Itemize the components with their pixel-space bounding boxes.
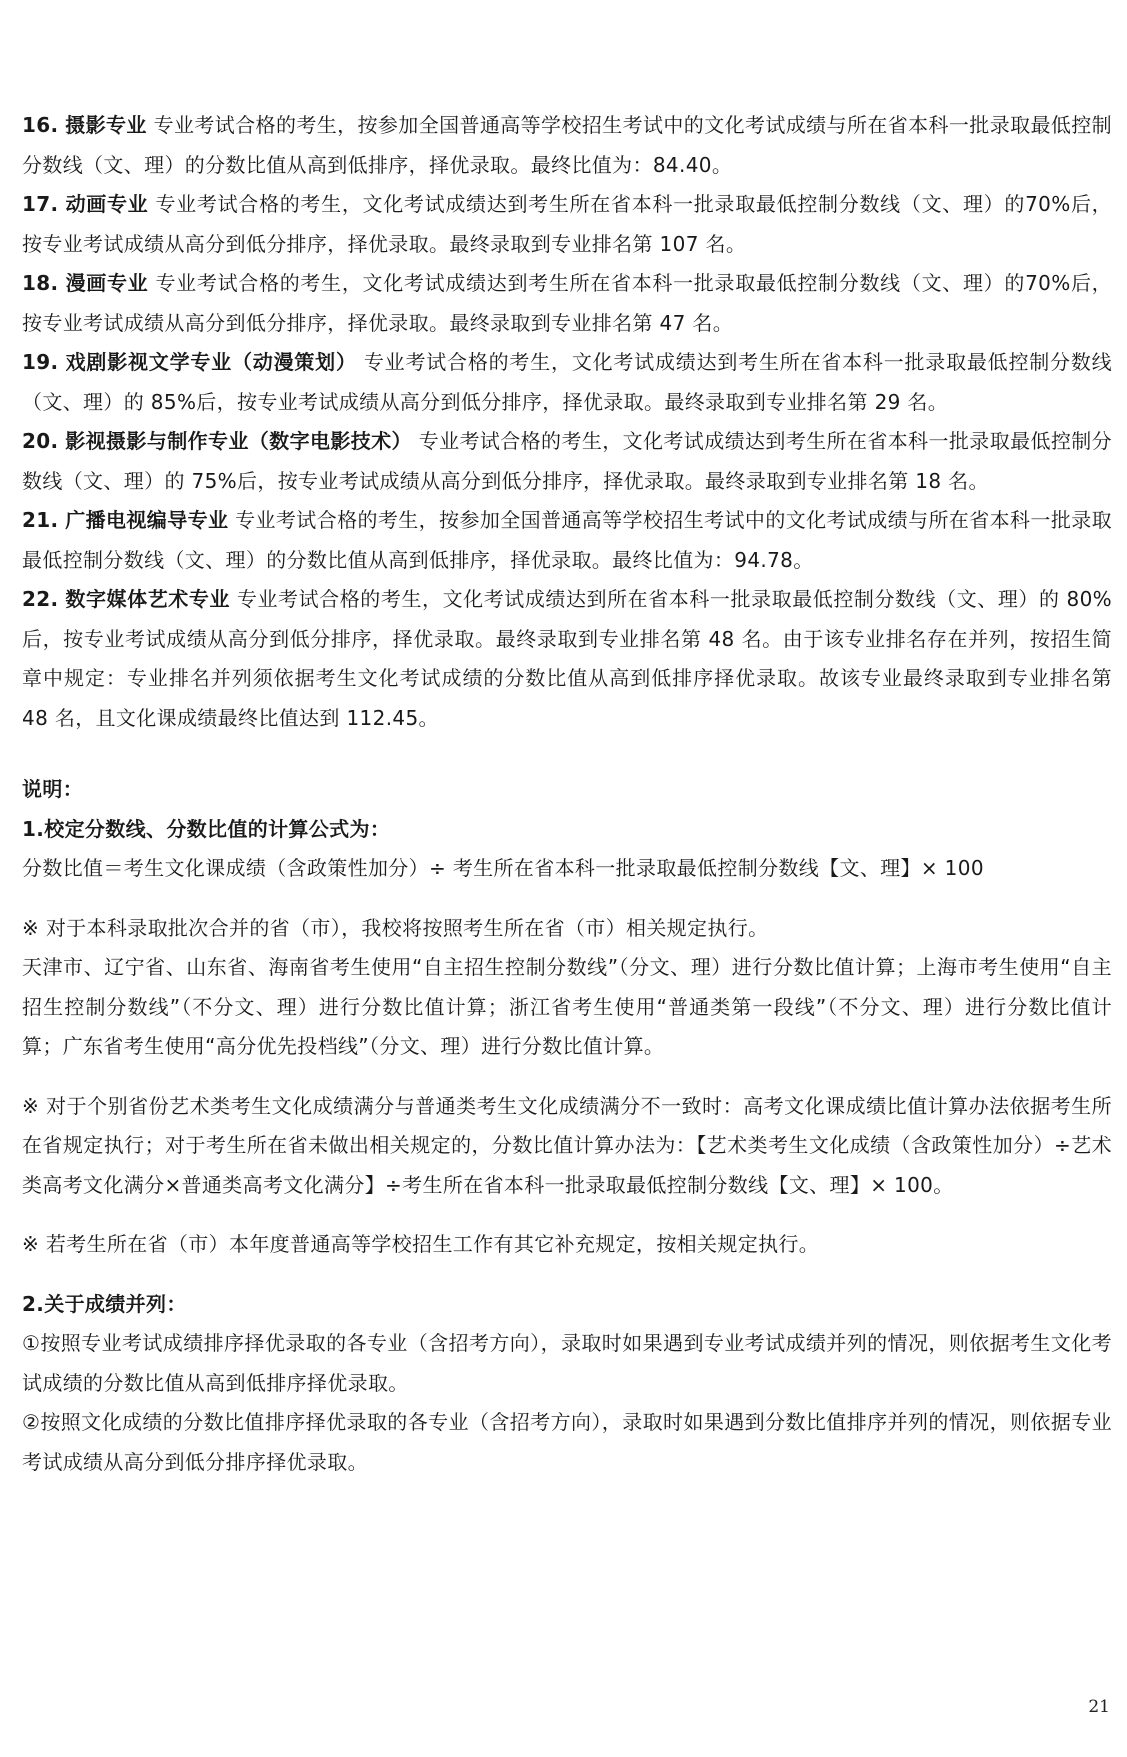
note-text: 天津市、辽宁省、山东省、海南省考生使用“自主招生控制分数线”（分文、理）进行分数比值计算；上海市考生使用“自主招生控制分数线”（不分文、理）进行分数比值计算；浙江省考生使用“普通类第一段线”（不分文、理）进行分数比值计算；广东省考生使用“高分优先投档线”（分文、理）进行分数比值计算。 bbox=[22, 955, 1112, 1058]
item-number: 18. bbox=[22, 271, 59, 295]
major-name: 动画专业 bbox=[65, 192, 149, 216]
admission-item-18 bbox=[22, 264, 1112, 343]
item-number: 19. bbox=[22, 350, 59, 374]
item-number: 20. bbox=[22, 429, 59, 453]
admission-item-21 bbox=[22, 501, 1112, 580]
admission-item-16 bbox=[22, 106, 1112, 185]
item-text: 专业考试合格的考生，文化考试成绩达到考生所在省本科一批录取最低控制分数线（文、理）的 85%后，按专业考试成绩从高分到低分排序，择优录取。最终录取到专业排名第 29 名。 bbox=[22, 350, 1112, 414]
major-name: 数字媒体艺术专业 bbox=[65, 587, 230, 611]
formula-text: 分数比值＝考生文化课成绩（含政策性加分）÷ 考生所在省本科一批录取最低控制分数线【文、理】× 100 bbox=[22, 856, 984, 880]
tie-rule-1: ①按照专业考试成绩排序择优录取的各专业（含招考方向），录取时如果遇到专业考试成绩并列的情况，则依据考生文化考试成绩的分数比值从高到低排序择优录取。 bbox=[22, 1331, 1112, 1395]
major-name: 戏剧影视文学专业（动漫策划） bbox=[65, 350, 357, 374]
section-heading-formula: 1.校定分数线、分数比值的计算公式为： bbox=[22, 816, 391, 841]
note-art-full-score: ※ 对于个别省份艺术类考生文化成绩满分与普通类考生文化成绩满分不一致时：高考文化课成绩比值计算办法依据考生所在省规定执行；对于考生所在省未做出相关规定的，分数比值计算办法为：【艺术类考生文化成绩（含政策性加分）÷艺术类高考文化满分×普通类高考文化满分】÷考生所在省本科一批录取最低控制分数线【文、理】× 100。 bbox=[22, 1093, 1112, 1197]
admission-item-20 bbox=[22, 422, 1112, 501]
item-text: 专业考试合格的考生，文化考试成绩达到所在省本科一批录取最低控制分数线（文、理）的 80%后，按专业考试成绩从高分到低分排序，择优录取。最终录取到专业排名第 48 名。由于该专业排名存在并列，按招生简章中规定：专业排名并列须依据考生文化考试成绩的分数比值从高到低排序择优录取。故该专业最终录取到专业排名第 48 名，且文化课成绩最终比值达到 112.45。 bbox=[22, 587, 1112, 730]
admission-item-19 bbox=[22, 343, 1112, 422]
item-text: 专业考试合格的考生，文化考试成绩达到考生所在省本科一批录取最低控制分数线（文、理）的70%后，按专业考试成绩从高分到低分排序，择优录取。最终录取到专业排名第 47 名。 bbox=[22, 271, 1113, 335]
page-number: 21 bbox=[1088, 1697, 1110, 1717]
major-name: 摄影专业 bbox=[65, 113, 147, 137]
major-name: 影视摄影与制作专业（数字电影技术） bbox=[65, 429, 412, 453]
note-merged-batches bbox=[22, 909, 1112, 1067]
item-text: 专业考试合格的考生，文化考试成绩达到考生所在省本科一批录取最低控制分数线（文、理）的 75%后，按专业考试成绩从高分到低分排序，择优录取。最终录取到专业排名第 18 名。 bbox=[22, 429, 1113, 493]
note-supplementary-rules: ※ 若考生所在省（市）本年度普通高等学校招生工作有其它补充规定，按相关规定执行。 bbox=[22, 1232, 820, 1256]
item-number: 22. bbox=[22, 587, 59, 611]
item-text: 专业考试合格的考生，文化考试成绩达到考生所在省本科一批录取最低控制分数线（文、理）的70%后，按专业考试成绩从高分到低分排序，择优录取。最终录取到专业排名第 107 名。 bbox=[22, 192, 1113, 256]
document-body bbox=[22, 106, 1112, 1482]
admission-item-22 bbox=[22, 580, 1112, 738]
admission-item-17 bbox=[22, 185, 1112, 264]
major-name: 漫画专业 bbox=[65, 271, 149, 295]
section-heading-ties: 2.关于成绩并列： bbox=[22, 1291, 187, 1316]
item-number: 16. bbox=[22, 113, 59, 137]
item-text: 专业考试合格的考生，按参加全国普通高等学校招生考试中的文化考试成绩与所在省本科一批录取最低控制分数线（文、理）的分数比值从高到低排序，择优录取。最终比值为：94.78。 bbox=[22, 508, 1112, 572]
item-text: 专业考试合格的考生，按参加全国普通高等学校招生考试中的文化考试成绩与所在省本科一批录取最低控制分数线（文、理）的分数比值从高到低排序，择优录取。最终比值为：84.40。 bbox=[22, 113, 1113, 177]
notes-title: 说明： bbox=[22, 777, 84, 801]
item-number: 21. bbox=[22, 508, 59, 532]
item-number: 17. bbox=[22, 192, 59, 216]
tie-rule-2: ②按照文化成绩的分数比值排序择优录取的各专业（含招考方向），录取时如果遇到分数比值排序并列的情况，则依据专业考试成绩从高分到低分排序择优录取。 bbox=[22, 1410, 1112, 1474]
major-name: 广播电视编导专业 bbox=[65, 508, 229, 532]
note-text: ※ 对于本科录取批次合并的省（市），我校将按照考生所在省（市）相关规定执行。 bbox=[22, 915, 769, 940]
